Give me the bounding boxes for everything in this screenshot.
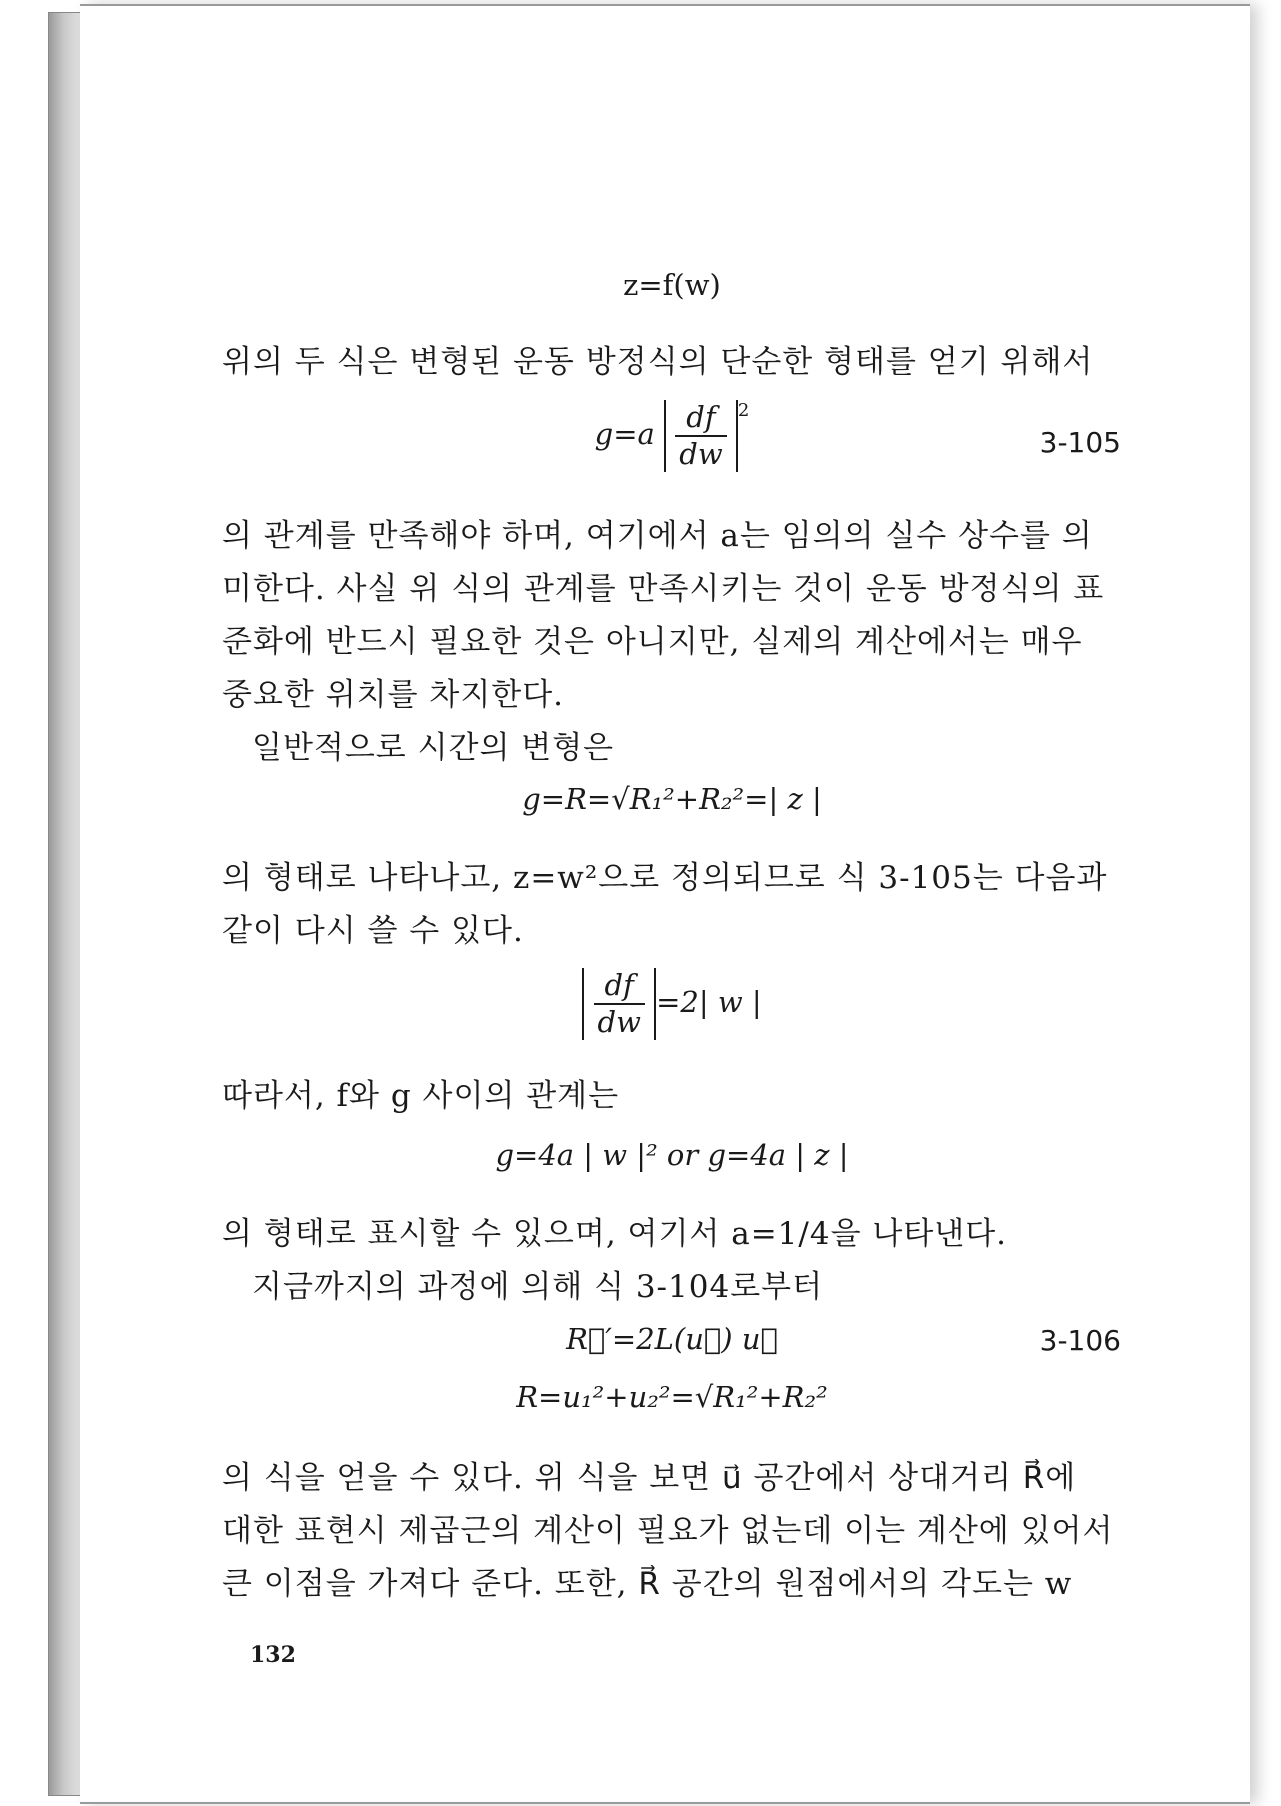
page-number: 132 bbox=[250, 1642, 296, 1668]
paragraph-8-line-1: 의 식을 얻을 수 있다. 위 식을 보면 u⃗ 공간에서 상대거리 R⃗에 bbox=[222, 1460, 1077, 1496]
paragraph-7: 지금까지의 과정에 의해 식 3-104로부터 bbox=[252, 1269, 824, 1305]
eq-105-lhs: g=a bbox=[594, 417, 655, 451]
paragraph-6: 의 형태로 표시할 수 있으며, 여기서 a=1/4을 나타낸다. bbox=[222, 1216, 1008, 1252]
paragraph-2-line-2: 미한다. 사실 위 식의 관계를 만족시키는 것이 운동 방정식의 표 bbox=[222, 571, 1105, 607]
eq-dfdw-rhs: =2| w | bbox=[656, 985, 762, 1019]
equation-3-106-b: R=u₁²+u₂²=√R₁²+R₂² bbox=[516, 1380, 828, 1414]
fraction-numerator: df bbox=[675, 400, 726, 437]
paragraph-5: 따라서, f와 g 사이의 관계는 bbox=[222, 1078, 620, 1114]
fraction-df-dw bbox=[594, 968, 645, 1040]
paragraph-2-line-3: 준화에 반드시 필요한 것은 아니지만, 실제의 계산에서는 매우 bbox=[222, 624, 1083, 660]
equation-3-106-a: R⃗′=2L(u⃗) u⃗ bbox=[566, 1322, 778, 1356]
fraction-numerator: df bbox=[594, 968, 645, 1005]
paragraph-3: 일반적으로 시간의 변형은 bbox=[252, 730, 615, 766]
paragraph-2-line-1: 의 관계를 만족해야 하며, 여기에서 a는 임의의 실수 상수를 의 bbox=[222, 518, 1093, 554]
paragraph-8-line-3: 큰 이점을 가져다 준다. 또한, R⃗ 공간의 원점에서의 각도는 w bbox=[222, 1566, 1073, 1602]
abs-bar-left bbox=[664, 400, 666, 472]
book-spine bbox=[48, 12, 82, 1796]
paragraph-1: 위의 두 식은 변형된 운동 방정식의 단순한 형태를 얻기 위해서 bbox=[222, 344, 1094, 380]
equation-3-105 bbox=[222, 400, 1122, 490]
paragraph-4-line-2: 같이 다시 쓸 수 있다. bbox=[222, 913, 524, 949]
equation-g-4a: g=4a | w |² or g=4a | z | bbox=[495, 1138, 849, 1172]
fraction-denominator: dw bbox=[597, 1005, 641, 1039]
equation-time-transform: g=R=√R₁²+R₂²=| z | bbox=[522, 782, 822, 816]
equation-z-fw: z=f(w) bbox=[623, 268, 721, 302]
paragraph-4-line-1: 의 형태로 나타나고, z=w²으로 정의되므로 식 3-105는 다음과 bbox=[222, 860, 1108, 896]
exponent: 2 bbox=[737, 400, 750, 421]
paragraph-2-line-4: 중요한 위치를 차지한다. bbox=[222, 677, 565, 713]
equation-number-3-106: 3-106 bbox=[1039, 1324, 1121, 1357]
paragraph-8-line-2: 대한 표현시 제곱근의 계산이 필요가 없는데 이는 계산에 있어서 bbox=[222, 1513, 1114, 1549]
equation-dfdw bbox=[222, 968, 1122, 1058]
abs-bar-left bbox=[582, 968, 584, 1040]
fraction-denominator: dw bbox=[679, 437, 723, 471]
equation-number-3-105: 3-105 bbox=[1039, 426, 1121, 459]
fraction-df-dw bbox=[675, 400, 726, 472]
